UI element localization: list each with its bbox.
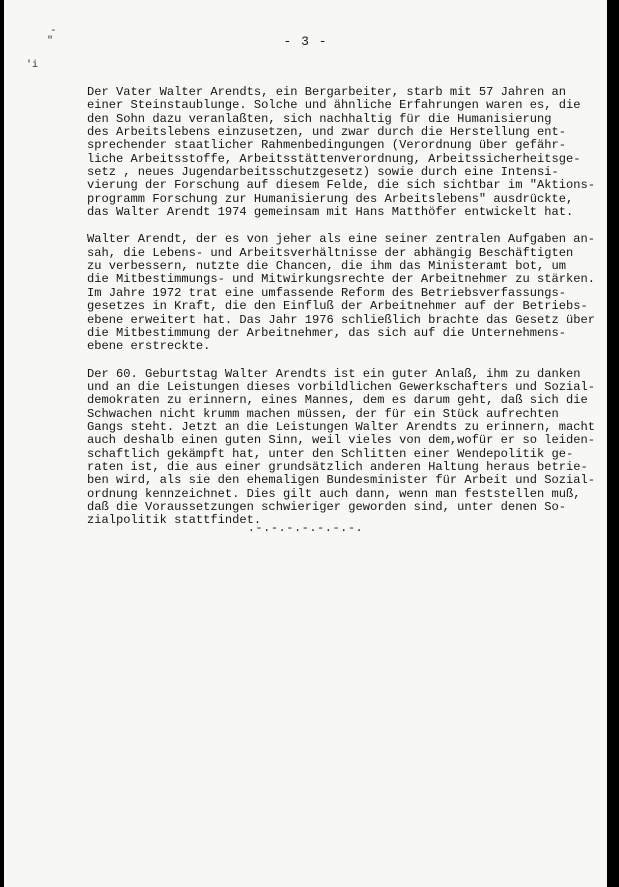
scan-border: [607, 0, 619, 887]
text-line: ebene erweitert hat. Das Jahr 1976 schließlich brachte das Gesetz über: [87, 312, 596, 327]
text-line: zialpolitik stattfindet.: [87, 513, 262, 528]
text-line: sprechender staatlicher Rahmenbedingungen (Verordnung über gefähr-: [87, 138, 566, 153]
text-line: auch deshalb einen guten Sinn, weil vieles von dem,wofür er so leiden-: [87, 433, 596, 448]
text-line: Der 60. Geburtstag Walter Arendts ist ein guter Anlaß, ihm zu danken: [87, 366, 581, 381]
text-line: Im Jahre 1972 trat eine umfassende Reform des Betriebsverfassungs-: [87, 285, 566, 300]
text-line: sah, die Lebens- und Arbeitsverhältnisse der abhängig Beschäftigten: [87, 245, 574, 260]
text-line: raten ist, die aus einer grundsätzlich anderen Haltung heraus betrie-: [87, 459, 588, 474]
text-line: ordnung kennzeichnet. Dies gilt auch dann, wenn man feststellen muß,: [87, 486, 581, 501]
page-number: - 3 -: [283, 34, 328, 49]
text-line: Der Vater Walter Arendts, ein Bergarbeiter, starb mit 57 Jahren an: [87, 85, 566, 99]
text-line: programm Forschung zur Humanisierung des Arbeitslebens" ausdrückte,: [87, 191, 574, 206]
text-line: liche Arbeitsstoffe, Arbeitsstättenverordnung, Arbeitssicherheitsge-: [87, 151, 581, 166]
text-line: einer Steinstaublunge. Solche und ähnliche Erfahrungen waren es, die: [87, 98, 581, 113]
text-line: zu verbessern, nutzte die Chancen, die ihm das Ministeramt bot, um: [87, 259, 566, 274]
text-line: schaftlich gekämpft hat, unter den Schlitten einer Wendepolitik ge-: [87, 446, 574, 461]
text-line: des Arbeitslebens einzusetzen, und zwar durch die Herstellung ent-: [87, 125, 566, 140]
scan-mark: -: [50, 25, 57, 37]
text-line: Walter Arendt, der es von jeher als eine seiner zentralen Aufgaben an-: [87, 232, 596, 247]
text-line: den Sohn dazu veranlaßten, sich nachhaltig für die Humanisierung: [87, 111, 552, 126]
document-page: [4, 0, 607, 887]
text-line: daß die Voraussetzungen schwieriger geworden sind, unter denen So-: [87, 499, 566, 514]
text-line: und an die Leistungen dieses vorbildlichen Gewerkschafters und Sozial-: [87, 379, 596, 394]
text-line: das Walter Arendt 1974 gemeinsam mit Hans Matthöfer entwickelt hat.: [87, 205, 574, 220]
scan-mark: ": [47, 36, 54, 47]
text-line: gesetzes in Kraft, die den Einfluß der Arbeitnehmer auf der Betriebs-: [87, 299, 588, 314]
text-line: Gangs steht. Jetzt an die Leistungen Walter Arendts zu erinnern, macht: [87, 419, 596, 434]
paragraph-1: [87, 86, 597, 219]
scan-mark: 'i: [26, 60, 39, 71]
paragraph-3: [87, 368, 597, 528]
text-line: ben wird, als sie den ehemaligen Bundesminister für Arbeit und Sozial-: [87, 473, 596, 488]
text-line: die Mitbestimmung der Arbeitnehmer, das sich auf die Unternehmens-: [87, 325, 566, 340]
section-divider: .-.-.-.-.-.-.-.: [247, 521, 364, 535]
text-line: Schwachen nicht krumm machen müssen, der für ein Stück aufrechten: [87, 406, 559, 421]
text-line: ebene erstreckte.: [87, 339, 211, 354]
text-line: setz , neues Jugendarbeitsschutzgesetz) sowie durch eine Intensi-: [87, 165, 559, 180]
text-line: demokraten zu erinnern, eines Mannes, dem es darum geht, daß sich die: [87, 393, 588, 408]
text-line: vierung der Forschung auf diesem Felde, die sich sichtbar im "Aktions-: [87, 178, 596, 193]
text-line: die Mitbestimmungs- und Mitwirkungsrechte der Arbeitnehmer zu stärken.: [87, 272, 596, 287]
paragraph-2: [87, 233, 597, 353]
body-text: [87, 86, 597, 542]
